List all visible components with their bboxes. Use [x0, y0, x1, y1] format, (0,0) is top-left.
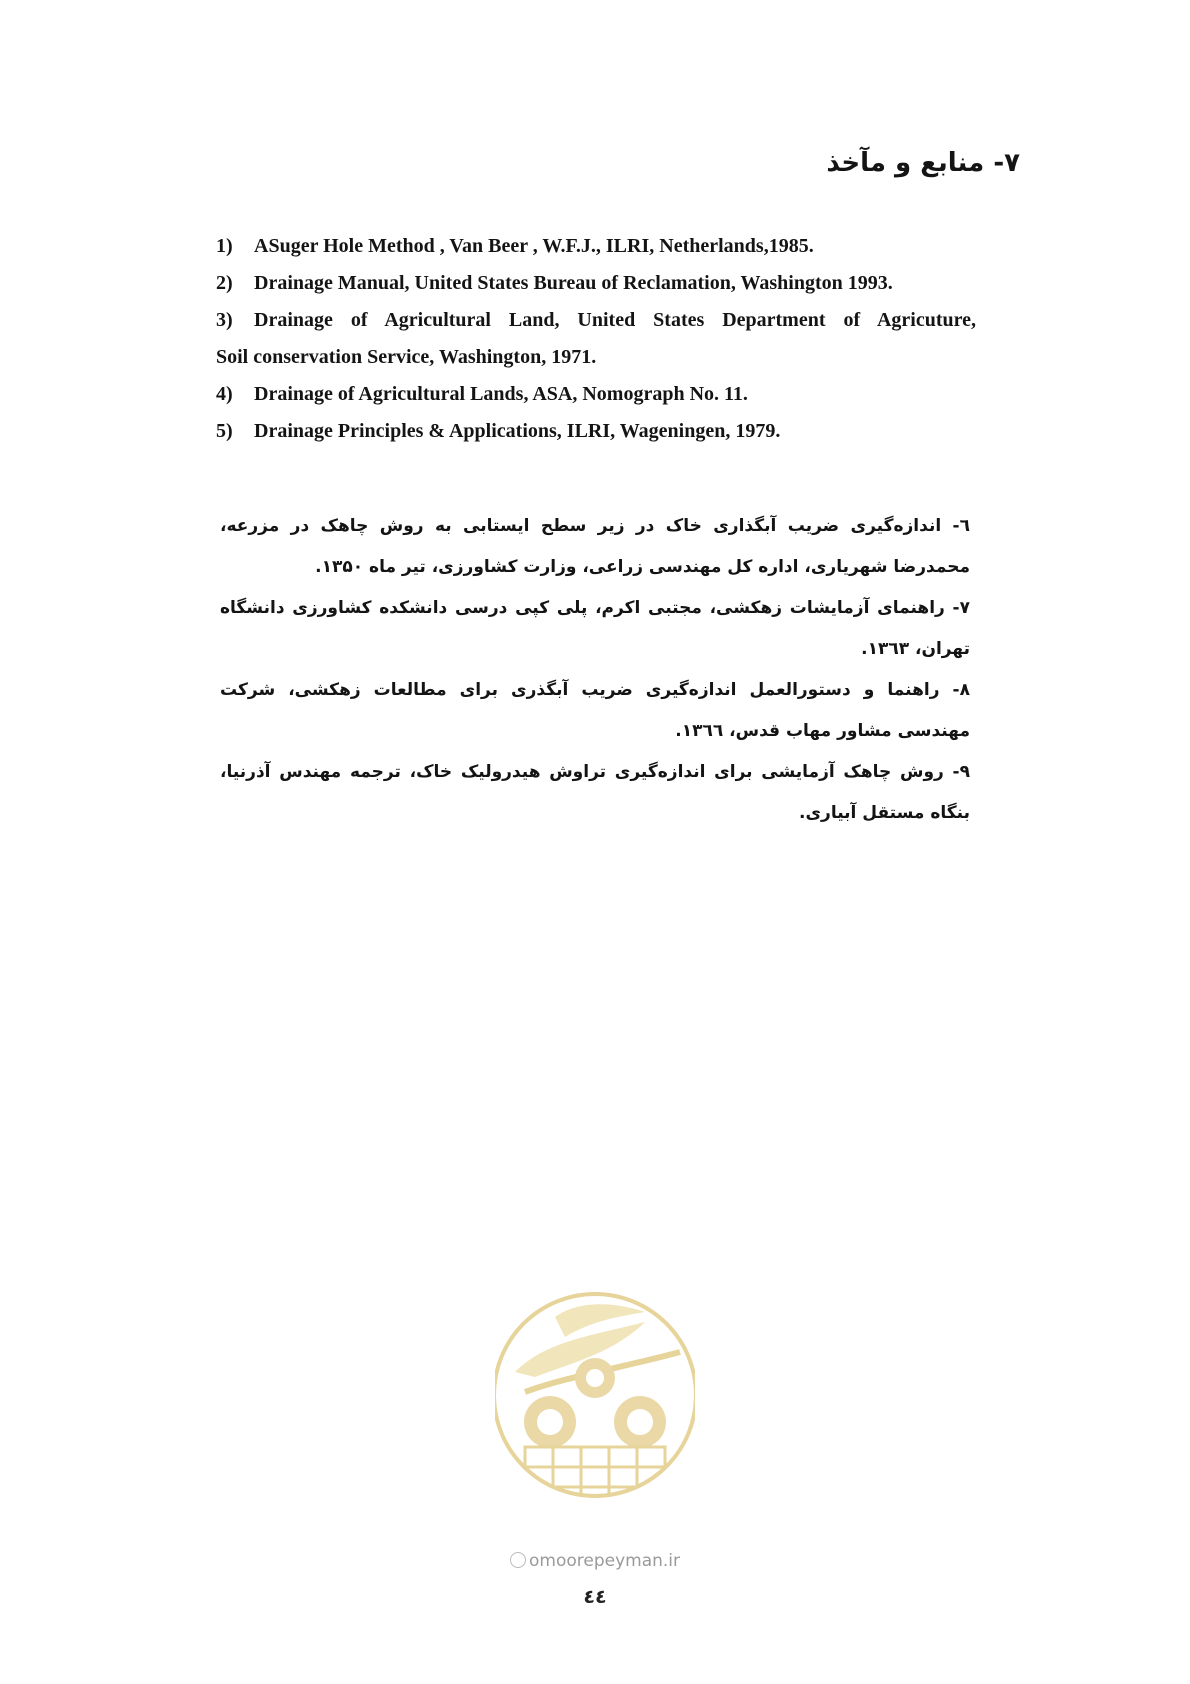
globe-icon — [510, 1552, 526, 1568]
persian-reference-item: ۷- راهنمای آزمایشات زهکشی، مجتبی اکرم، پلی کپی درسی دانشکده کشاورزی دانشگاه تهران، ۱۳٦۳. — [220, 598, 970, 659]
reference-number: 4) — [216, 383, 233, 405]
english-reference-item — [216, 265, 976, 302]
reference-number: 5) — [216, 420, 233, 442]
reference-text: Drainage of Agricultural Lands, ASA, Nomograph No. 11. — [254, 383, 748, 405]
section-heading: ۷- منابع و مآخذ — [826, 148, 1020, 178]
english-reference-item — [216, 228, 976, 265]
reference-number: 2) — [216, 272, 233, 294]
reference-text: ASuger Hole Method , Van Beer , W.F.J., ILRI, Netherlands,1985. — [254, 235, 814, 257]
english-reference-list — [216, 228, 976, 450]
reference-text: Drainage of Agricultural Land, United States Department of Agricuture, — [254, 309, 976, 331]
persian-reference-list — [220, 506, 970, 834]
reference-number: 1) — [216, 235, 233, 257]
persian-reference-item: ۸- راهنما و دستورالعمل اندازه‌گیری ضریب آبگذری برای مطالعات زهکشی، شرکت مهندسی مشاور مهاب قدس، ۱۳٦٦. — [220, 680, 970, 741]
watermark-emblem-icon — [495, 1282, 695, 1512]
reference-text: Drainage Principles & Applications, ILRI, Wageningen, 1979. — [254, 420, 781, 442]
persian-reference-item: ۹- روش چاهک آزمایشی برای اندازه‌گیری تراوش هیدرولیک خاک، ترجمه مهندس آذرنیا، بنگاه مستقل آبیاری. — [220, 762, 970, 823]
english-reference-item — [216, 376, 976, 413]
watermark-website — [0, 1551, 1190, 1571]
watermark-logo — [495, 1282, 695, 1512]
english-reference-item — [216, 302, 976, 339]
page-number: ٤٤ — [583, 1586, 607, 1608]
reference-text: Drainage Manual, United States Bureau of Reclamation, Washington 1993. — [254, 272, 893, 294]
english-reference-item — [216, 413, 976, 450]
english-reference-continuation — [216, 339, 976, 376]
persian-reference-item: ٦- اندازه‌گیری ضریب آبگذاری خاک در زیر سطح ایستابی به روش چاهک در مزرعه، محمدرضا شهریاری، اداره کل مهندسی زراعی، وزارت کشاورزی، تیر ماه ۱۳۵۰. — [220, 516, 970, 577]
reference-text-continuation: Soil conservation Service, Washington, 1971. — [216, 346, 597, 368]
website-text: omoorepeyman.ir — [528, 1551, 681, 1571]
reference-number: 3) — [216, 309, 233, 331]
